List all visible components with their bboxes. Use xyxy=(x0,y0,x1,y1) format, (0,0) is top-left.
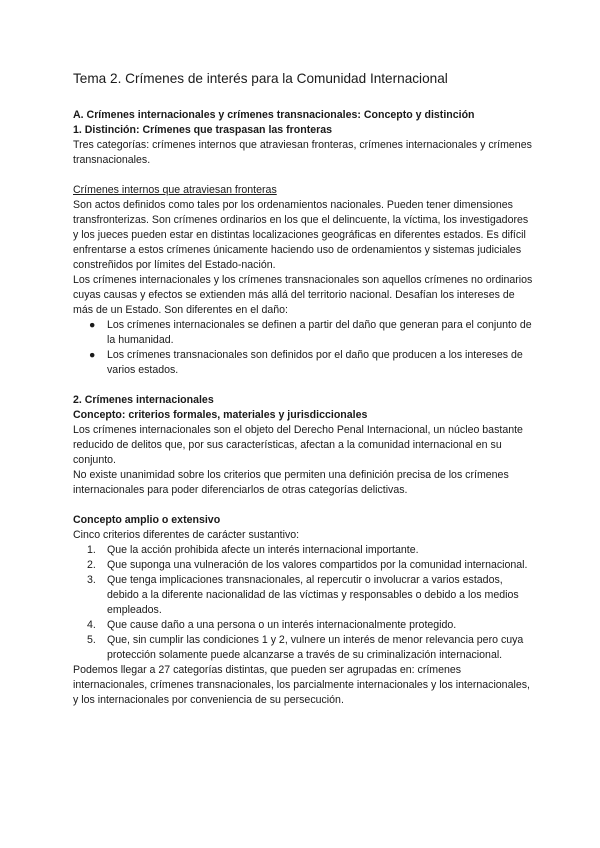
spacer xyxy=(73,498,533,513)
document-body xyxy=(73,70,533,708)
list-item xyxy=(73,543,533,558)
underlined-subtitle: Crímenes internos que atraviesan fronteras xyxy=(73,184,277,196)
section-2-heading: 2. Crímenes internacionales xyxy=(73,394,214,406)
list-item-text: Los crímenes internacionales se definen a partir del daño que generan para el conjunto de la humanidad. xyxy=(107,319,532,346)
section-2-paragraph-1: Los crímenes internacionales son el objeto del Derecho Penal Internacional, un núcleo bastante reducido de delitos que, por sus características, afectan a la comunidad internacional en su conjunto. xyxy=(73,424,523,466)
list-number: 5. xyxy=(87,634,96,646)
list-item-text: Que tenga implicaciones transnacionales, al repercutir o involucrar a varios estados, debido a la diferente nacionalidad de las víctimas y responsables o debido a los medios empleados. xyxy=(107,574,519,616)
bullet-list xyxy=(73,318,533,378)
section-a-heading: A. Crímenes internacionales y crímenes transnacionales: Concepto y distinción xyxy=(73,109,475,121)
list-item-text: Los crímenes transnacionales son definidos por el daño que producen a los intereses de varios estados. xyxy=(107,349,523,376)
list-number: 1. xyxy=(87,544,96,556)
list-number: 2. xyxy=(87,559,96,571)
list-item xyxy=(73,318,533,348)
numbered-list xyxy=(73,543,533,663)
concepto-closing: Podemos llegar a 27 categorías distintas, que pueden ser agrupadas en: crímenes internacionales, crímenes transnacionales, los parcialmente internacionales y los internacionales, y los internacionales por conveniencia de su persecución. xyxy=(73,664,530,706)
section-2-paragraph-2: No existe unanimidad sobre los criterios que permiten una definición precisa de los crímenes internacionales para poder diferenciarlos de otras categorías delictivas. xyxy=(73,469,509,496)
page-title: Tema 2. Crímenes de interés para la Comunidad Internacional xyxy=(73,71,448,86)
spacer xyxy=(73,168,533,183)
spacer xyxy=(73,378,533,393)
list-item-text: Que suponga una vulneración de los valores compartidos por la comunidad internacional. xyxy=(107,559,528,571)
concepto-heading: Concepto amplio o extensivo xyxy=(73,514,221,526)
list-item xyxy=(73,633,533,663)
section-a-subheading: 1. Distinción: Crímenes que traspasan las fronteras xyxy=(73,124,333,136)
list-number: 3. xyxy=(87,574,96,586)
bullet-icon: ● xyxy=(89,349,96,361)
bullet-icon: ● xyxy=(89,319,96,331)
list-item xyxy=(73,348,533,378)
list-number: 4. xyxy=(87,619,96,631)
list-item-text: Que la acción prohibida afecte un interés internacional importante. xyxy=(107,544,419,556)
section-a-paragraph-2: Los crímenes internacionales y los crímenes transnacionales son aquellos crímenes no ordinarios cuyas causas y efectos se extienden más allá del territorio nacional. Desafían los intereses de más de un Estado. Son diferentes en el daño: xyxy=(73,274,533,316)
list-item xyxy=(73,573,533,618)
concepto-intro: Cinco criterios diferentes de carácter sustantivo: xyxy=(73,529,300,541)
list-item-text: Que cause daño a una persona o un interés internacionalmente protegido. xyxy=(107,619,457,631)
section-a-paragraph-1: Son actos definidos como tales por los ordenamientos nacionales. Pueden tener dimensiones transfronterizas. Son crímenes ordinarios en los que el delincuente, la víctima, los investigadores y los jueces pueden estar en distintas localizaciones geográficas en diferentes estados. Es difícil enfrentarse a estos crímenes únicamente haciendo uso de ordenamientos y sistemas judiciales constreñidos por límites del Estado-nación. xyxy=(73,199,529,271)
section-a-intro: Tres categorías: crímenes internos que atraviesan fronteras, crímenes internacionales y crímenes transnacionales. xyxy=(73,139,532,166)
list-item-text: Que, sin cumplir las condiciones 1 y 2, vulnere un interés de menor relevancia pero cuya protección solamente puede alcanzarse a través de su criminalización internacional. xyxy=(107,634,524,661)
list-item xyxy=(73,618,533,633)
section-2-subheading: Concepto: criterios formales, materiales y jurisdiccionales xyxy=(73,409,368,421)
list-item xyxy=(73,558,533,573)
